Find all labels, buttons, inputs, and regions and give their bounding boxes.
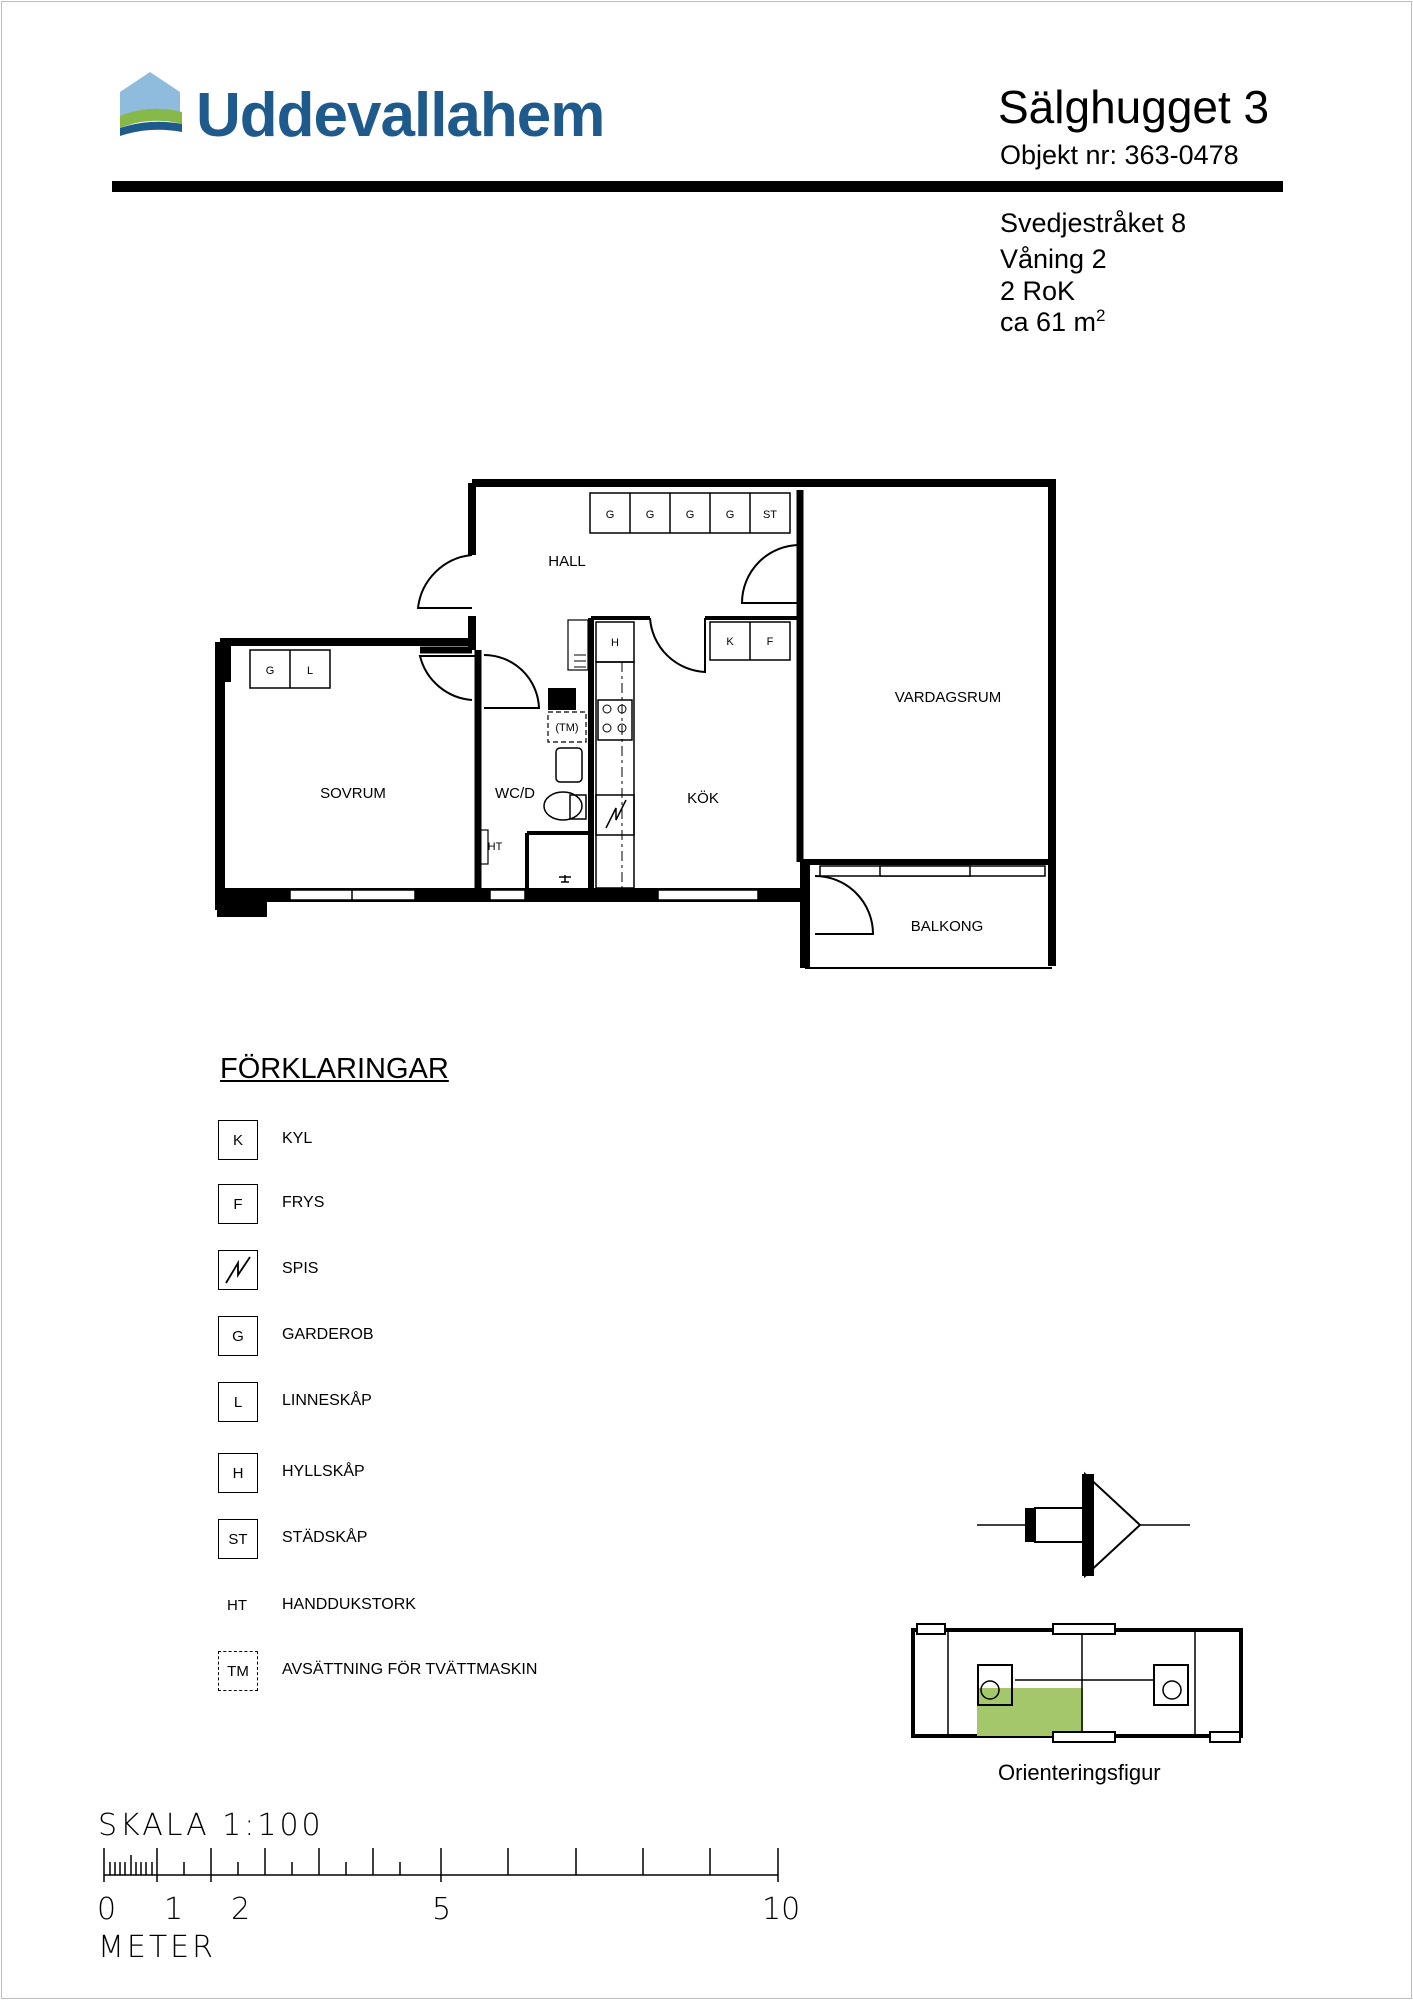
hall-closet-st: ST: [762, 509, 778, 521]
kitchen-kyl: K: [726, 636, 734, 648]
legend-symbol: ST: [218, 1519, 258, 1559]
scale-tick-label: 0: [97, 1892, 117, 1927]
room-label-balkong: BALKONG: [910, 918, 984, 935]
room-count: 2 RoK: [1000, 276, 1076, 306]
scale-tick-label: 2: [231, 1892, 251, 1927]
hall-closet-g: G: [645, 509, 655, 521]
legend-symbol: L: [218, 1382, 258, 1422]
legend-label: HANDDUKSTORK: [282, 1596, 416, 1613]
legend-label: GARDEROB: [282, 1326, 374, 1343]
legend-label: STÄDSKÅP: [282, 1529, 368, 1546]
object-number: Objekt nr: 363-0478: [1000, 140, 1239, 170]
tm-label: (TM): [555, 722, 579, 734]
kitchen-hyllskap: H: [611, 637, 619, 649]
legend-label: KYL: [282, 1130, 313, 1147]
legend-symbol: HT: [227, 1596, 247, 1614]
bedroom-closet-l: L: [306, 665, 314, 677]
room-label-sovrum: SOVRUM: [320, 785, 386, 802]
legend-symbol: F: [218, 1184, 258, 1224]
legend-symbol: G: [218, 1316, 258, 1356]
room-label-hall: HALL: [548, 553, 586, 570]
area-value: ca 61 m: [1000, 307, 1097, 337]
scale-tick-label: 5: [432, 1892, 452, 1927]
legend-symbol: TM: [218, 1651, 258, 1691]
scale-title: SKALA 1:100: [98, 1808, 324, 1843]
legend-symbol: H: [218, 1453, 258, 1493]
scale-tick-label: 10: [762, 1892, 801, 1927]
legend-label: AVSÄTTNING FÖR TVÄTTMASKIN: [282, 1661, 538, 1678]
legend-title: FÖRKLARINGAR: [220, 1053, 449, 1085]
floor: Våning 2: [1000, 244, 1107, 274]
legend-label: SPIS: [282, 1260, 319, 1277]
hall-closet-g: G: [605, 509, 615, 521]
area-unit-sup: 2: [1096, 306, 1106, 325]
legend-label: FRYS: [282, 1194, 325, 1211]
scale-unit: METER: [98, 1930, 216, 1965]
hall-closet-g: G: [685, 509, 695, 521]
brand-name: Uddevallahem: [196, 81, 605, 150]
bedroom-closet-g: G: [265, 665, 275, 677]
legend-label: LINNESKÅP: [282, 1392, 372, 1409]
address: Svedjestråket 8: [1000, 208, 1187, 238]
ht-label: HT: [487, 841, 503, 853]
legend-symbol: K: [218, 1120, 258, 1160]
legend-label: HYLLSKÅP: [282, 1463, 365, 1480]
kitchen-frys: F: [766, 636, 774, 648]
room-label-vardagsrum: VARDAGSRUM: [894, 689, 1002, 706]
hall-closet-g: G: [725, 509, 735, 521]
room-label-kok: KÖK: [687, 790, 719, 807]
scale-tick-label: 1: [164, 1892, 184, 1927]
orientation-label: Orienteringsfigur: [998, 1760, 1161, 1785]
property-title: Sälghugget 3: [998, 81, 1270, 133]
room-label-wcd: WC/D: [495, 785, 535, 802]
